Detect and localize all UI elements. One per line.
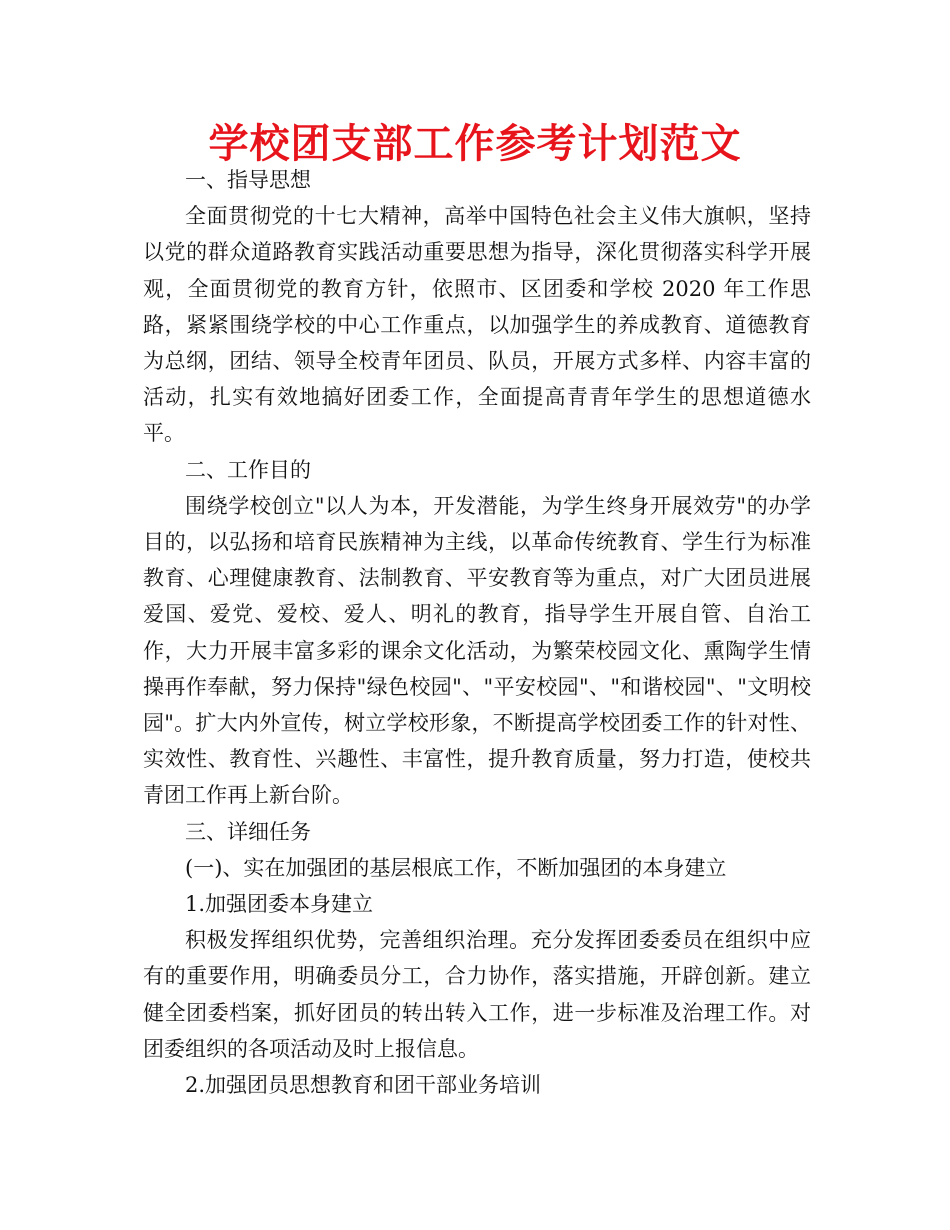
document-body <box>143 162 811 1103</box>
paragraph-committee-building: 积极发挥组织优势，完善组织治理。充分发挥团委委员在组织中应有的重要作用，明确委员分工，合力协作，落实措施，开辟创新。建立健全团委档案，抓好团员的转出转入工作，进一步标准及治理工作。对团委组织的各项活动及时上报信息。 <box>143 928 811 1061</box>
section-heading-detailed-tasks: 三、详细任务 <box>185 819 311 844</box>
section-heading-work-goals: 二、工作目的 <box>185 457 311 482</box>
document-title: 学校团支部工作参考计划范文 <box>208 121 742 167</box>
paragraph-work-goals: 围绕学校创立"以人为本，开发潜能，为学生终身开展效劳"的办学目的，以弘扬和培育民族精神为主线，以革命传统教育、学生行为标准教育、心理健康教育、法制教育、平安教育等为重点，对广大团员进展爱国、爱党、爱校、爱人、明礼的教育，指导学生开展自管、自治工作，大力开展丰富多彩的课余文化活动，为繁荣校园文化、熏陶学生情操再作奉献，努力保持"绿色校园"、"平安校园"、"和谐校园"、"文明校园"。扩大内外宣传，树立学校形象，不断提高学校团委工作的针对性、实效性、教育性、兴趣性、丰富性，提升教育质量，努力打造，使校共青团工作再上新台阶。 <box>143 493 811 808</box>
subsection-heading-grassroots-work: (一)、实在加强团的基层根底工作，不断加强团的本身建立 <box>185 855 727 880</box>
item-heading-member-education: 2.加强团员思想教育和团干部业务培训 <box>185 1073 542 1098</box>
paragraph-guiding-ideology: 全面贯彻党的十七大精神，高举中国特色社会主义伟大旗帜，坚持以党的群众道路教育实践活动重要思想为指导，深化贯彻落实科学开展观，全面贯彻党的教育方针，依照市、区团委和学校 2020 年工作思路，紧紧围绕学校的中心工作重点，以加强学生的养成教育、道德教育为总纲，团结、领导全校青年团员、队员，开展方式多样、内容丰富的活动，扎实有效地搞好团委工作，全面提高青青年学生的思想道德水平。 <box>143 204 811 446</box>
section-heading-guiding-ideology: 一、指导思想 <box>185 168 311 192</box>
item-heading-committee-building: 1.加强团委本身建立 <box>185 892 374 917</box>
